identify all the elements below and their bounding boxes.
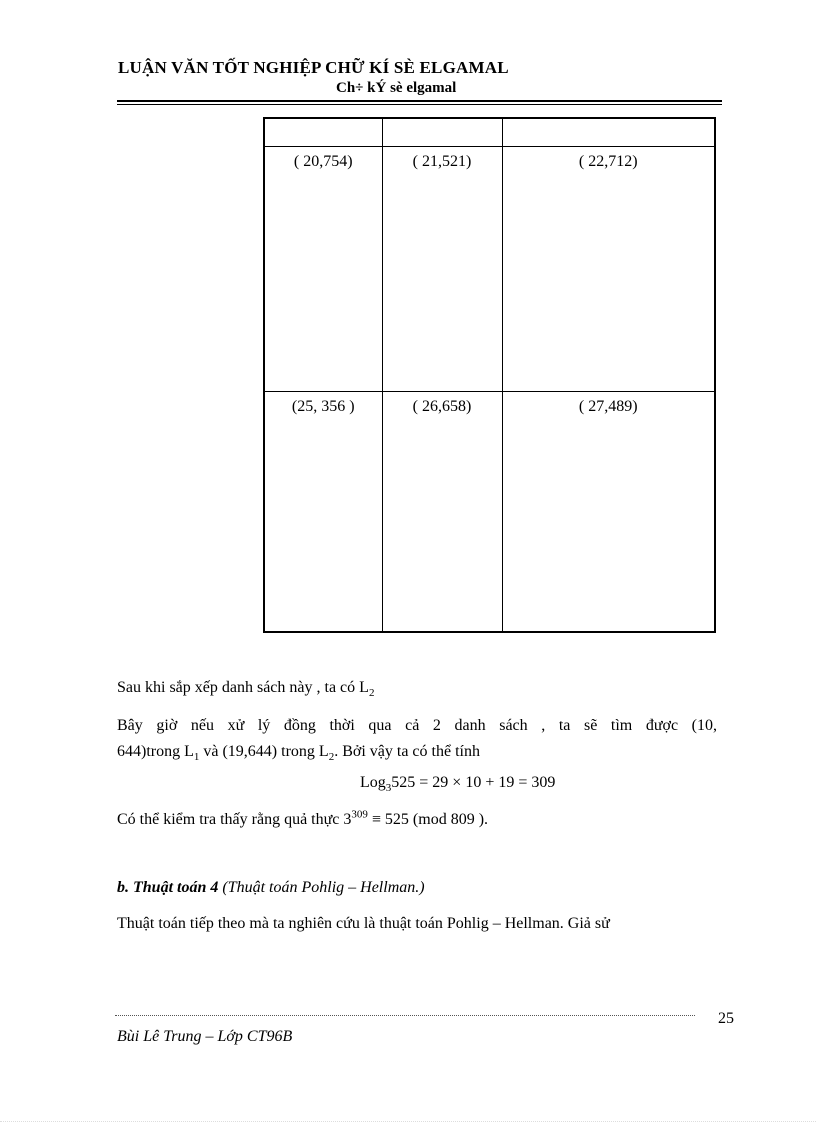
paragraph-pohlig-hellman: Thuật toán tiếp theo mà ta nghiên cứu là thuật toán Pohlig – Hellman. Giả sử: [117, 915, 610, 932]
page-number: 25: [718, 1010, 734, 1027]
table-cell: (25, 356 ): [264, 392, 382, 633]
subscript: 1: [193, 751, 200, 764]
table-cell: ( 22,712): [502, 147, 715, 392]
table-row: [264, 147, 715, 392]
text: Sau khi sắp xếp danh sách này , ta có L: [117, 679, 369, 696]
table-cell: ( 20,754): [264, 147, 382, 392]
table-row: [264, 118, 715, 147]
section-subtitle: (Thuật toán Pohlig – Hellman.): [218, 879, 425, 896]
table-cell: ( 26,658): [382, 392, 502, 633]
footer-dotted-rule: [115, 1015, 695, 1016]
document-header-subtitle: Ch÷ kÝ sè elgamal: [336, 80, 457, 96]
subscript: 2: [368, 687, 375, 700]
pair-list-table: [263, 117, 716, 633]
table-row: [264, 392, 715, 633]
paragraph-process-line2: [117, 740, 480, 764]
superscript: 309: [351, 808, 368, 821]
table-cell: [382, 118, 502, 147]
header-rule-thick: [117, 100, 722, 102]
text: 644)trong L: [117, 743, 194, 760]
text: 525 = 29 × 10 + 19 = 309: [391, 774, 556, 791]
page-edge-dots: [0, 1121, 816, 1122]
table-cell: [502, 118, 715, 147]
subscript: 2: [328, 751, 335, 764]
header-rule-thin: [117, 104, 722, 105]
table-cell: [264, 118, 382, 147]
subscript: 3: [385, 782, 392, 795]
document-header-title: LUẬN VĂN TỐT NGHIỆP CHỮ KÍ SÈ ELGAMAL: [118, 58, 509, 77]
log-formula: [360, 771, 555, 795]
table-cell: ( 27,489): [502, 392, 715, 633]
paragraph-verification: [117, 808, 488, 832]
text: và (19,644) trong L: [199, 743, 329, 760]
text: Log: [360, 774, 386, 791]
paragraph-process-line1: Bây giờ nếu xử lý đồng thời qua cả 2 danh sách , ta sẽ tìm được (10,: [117, 717, 717, 734]
paragraph-sort-result: [117, 676, 374, 700]
text: ≡ 525 (mod 809 ).: [367, 811, 489, 828]
text: . Bởi vậy ta có thể tính: [334, 743, 480, 760]
text: Có thể kiểm tra thấy rằng quả thực 3: [117, 811, 352, 828]
footer-author: Bùi Lê Trung – Lớp CT96B: [117, 1028, 293, 1045]
section-label: b. Thuật toán 4: [117, 879, 219, 896]
table-cell: ( 21,521): [382, 147, 502, 392]
section-heading: [117, 876, 425, 900]
